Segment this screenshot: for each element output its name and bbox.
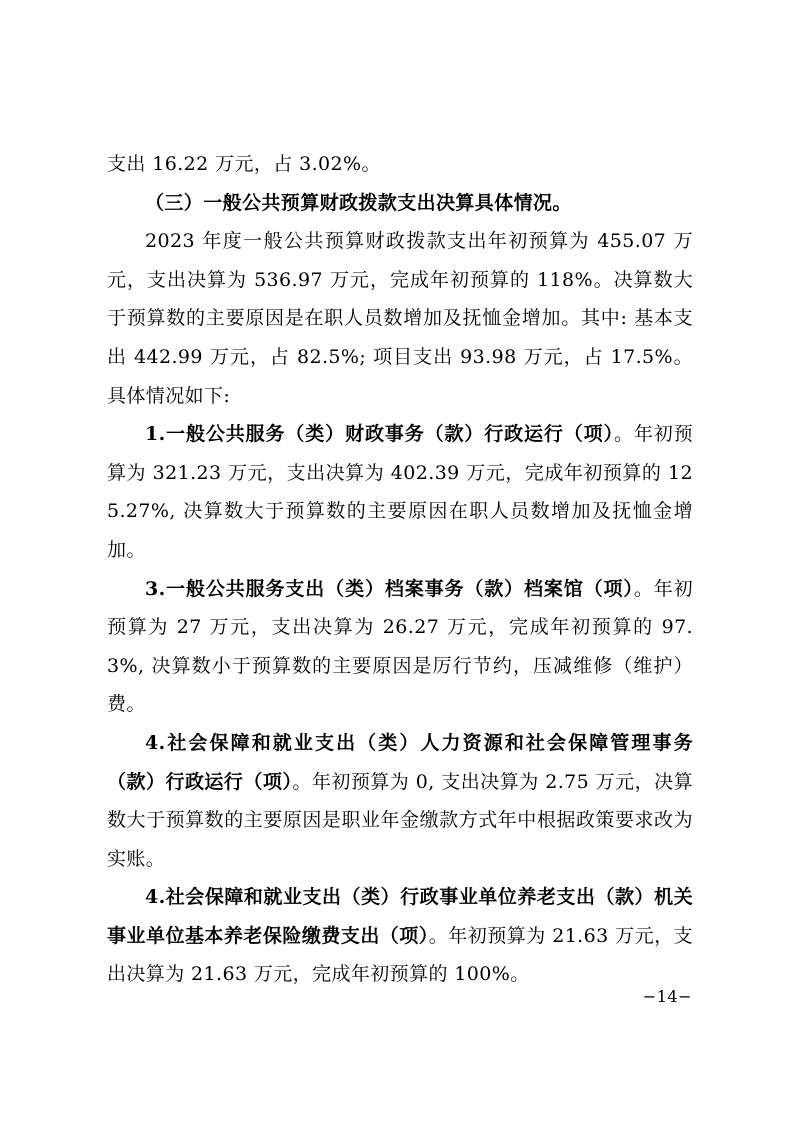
paragraph-5	[107, 570, 693, 724]
paragraph-6-lead: 4.社会保障和就业支出（类）人力资源和社会保障管理事务（款）行政运行（项）	[107, 731, 693, 793]
paragraph-4-lead: 1.一般公共服务（类）财政事务（款）行政运行（项）	[145, 423, 614, 446]
page-number: −14−	[642, 987, 692, 1006]
paragraph-4-text: 。年初预算为 321.23 万元，支出决算为 402.39 万元，完成年初预算的 125.27%, 决算数大于预算数的主要原因在职人员数增加及抚恤金增加。	[107, 423, 693, 561]
paragraph-5-lead: 3.一般公共服务支出（类）档案事务（款）档案馆（项）	[145, 577, 634, 600]
section-heading-text: （三）一般公共预算财政拨款支出决算具体情况。	[145, 191, 572, 214]
document-body	[107, 145, 693, 994]
section-heading	[107, 184, 693, 223]
paragraph-5-text: 。年初预算为 27 万元，支出决算为 26.27 万元，完成年初预算的 97.3%, 决算数小于预算数的主要原因是厉行节约，压减维修（维护）费。	[107, 577, 693, 716]
paragraph-6	[107, 724, 693, 878]
paragraph-7	[107, 878, 693, 994]
paragraph-7-text: 。年初预算为 21.63 万元，支出决算为 21.63 万元，完成年初预算的 100%。	[107, 924, 693, 986]
paragraph-3-text: 2023 年度一般公共预算财政拨款支出年初预算为 455.07 万元，支出决算为 536.97 万元，完成年初预算的 118%。决算数大于预算数的主要原因是在职人员数增加及抚恤金增加。其中: 基本支出 442.99 万元，占 82.5%; 项目支出 93.98 万元，占 17.5%。具体情况如下:	[107, 230, 693, 407]
paragraph-4	[107, 415, 693, 569]
paragraph-7-lead: 4.社会保障和就业支出（类）行政事业单位养老支出（款）机关事业单位基本养老保险缴费支出（项）	[107, 886, 693, 947]
paragraph-3	[107, 222, 693, 415]
paragraph-1-text: 支出 16.22 万元，占 3.02%。	[107, 153, 381, 175]
paragraph-1	[107, 145, 693, 184]
paragraph-6-text: 。年初预算为 0, 支出决算为 2.75 万元，决算数大于预算数的主要原因是职业年金缴款方式年中根据政策要求改为实账。	[107, 770, 693, 870]
